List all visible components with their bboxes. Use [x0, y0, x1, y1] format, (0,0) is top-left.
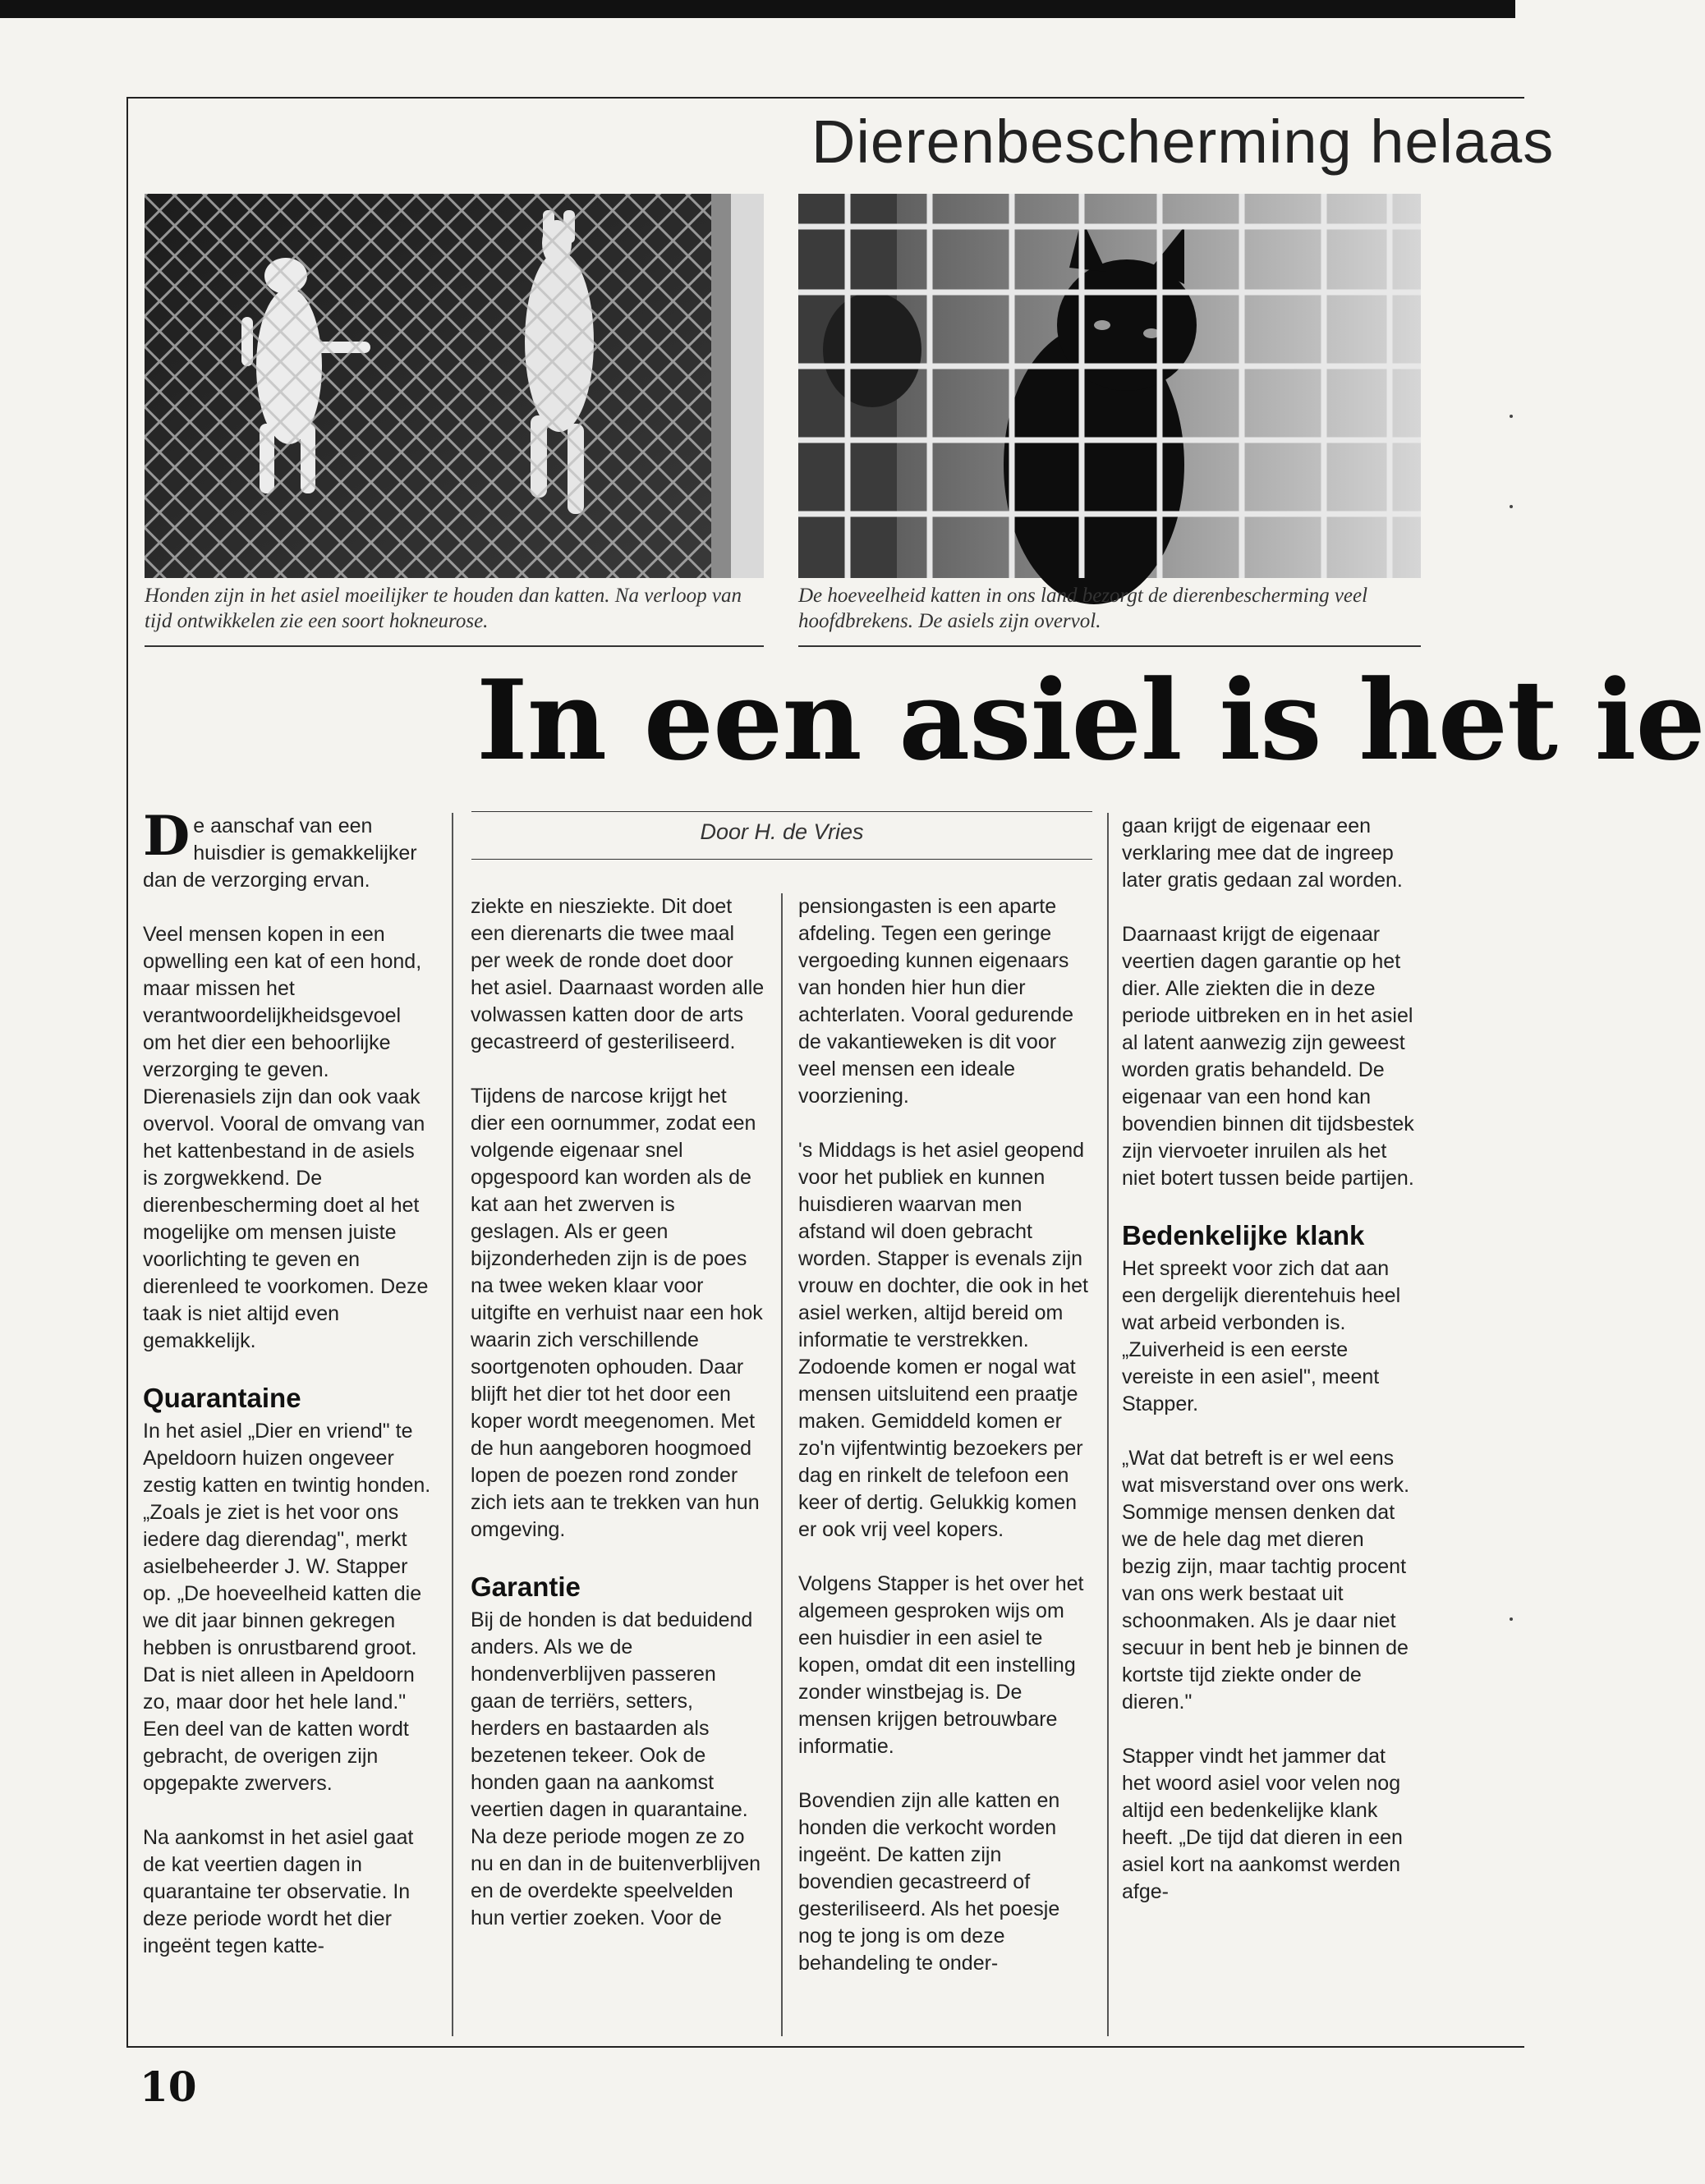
paragraph: In het asiel „Dier en vriend" te Apeldoorn huizen ongeveer zestig katten en twintig honden. „Zoals je ziet is het voor ons iedere dag dierendag", merkt asielbeheerder J. W. Stapper op. „De hoeveelheid katten die we dit jaar binnen gekregen hebben is onrustbarend groot. Dat is niet alleen in Apeldoorn zo, maar door het hele land." Een deel van de katten wordt gebracht, de overigen zijn opgepakte zwervers.: [143, 1420, 431, 1795]
page-top-bar: [0, 0, 1515, 18]
intro-paragraph: [143, 804, 434, 894]
subheading-bedenkelijke-klank: Bedenkelijke klank: [1122, 1220, 1365, 1250]
subheading-quarantaine: Quarantaine: [143, 1383, 301, 1413]
paragraph: Tijdens de narcose krijgt het dier een oornummer, zodat een volgende eigenaar snel opgespoord kan worden als de kat aan het zwerven is geslagen. Als er geen bijzonderheden zijn is de poes na twee weken klaar voor uitgifte en verhuist naar een hok waarin zich verschillende soortgenoten ophouden. Daar blijft het dier tot het door een koper wordt meegenomen. Met de hun aangeboren hoogmoed lopen de poezen rond zonder zich iets aan te trekken van hun omgeving.: [471, 1085, 763, 1541]
column-divider-2: [781, 893, 783, 2036]
caption-cat: De hoeveelheid katten in ons land bezorgt de dierenbescherming veel hoofdbrekens. De asiels zijn overvol.: [798, 585, 1368, 632]
byline: Door H. de Vries: [700, 819, 864, 844]
paragraph: Daarnaast krijgt de eigenaar veertien dagen garantie op het dier. Alle ziekten die in deze periode uitbreken en in het asiel al latent aanwezig zijn geweest worden gratis behandeld. De eigenaar van een hond kan bovendien binnen dit tijdsbestek zijn viervoeter inruilen als het niet botert tussen beide partijen.: [1122, 923, 1414, 1190]
paragraph: Stapper vindt het jammer dat het woord asiel voor velen nog altijd een bedenkelijke klank heeft. „De tijd dat dieren in een asiel kort na aankomst werden afge-: [1122, 1745, 1403, 1903]
photo-dogs-image: [145, 194, 764, 578]
paragraph: gaan krijgt de eigenaar een verklaring mee dat de ingreep later gratis gedaan zal worden.: [1122, 814, 1403, 892]
caption-dogs: Honden zijn in het asiel moeilijker te houden dan katten. Na verloop van tijd ontwikkelen zie een soort hokneurose.: [145, 585, 742, 632]
paragraph: „Wat dat betreft is er wel eens wat misverstand over ons werk. Sommige mensen denken dat we de hele dag met dieren bezig zijn, maar tachtig procent van ons werk bestaat uit schoonmaken. Als je daar niet secuur in bent heb je binnen de kortste tijd ziekte onder de dieren.": [1122, 1447, 1410, 1714]
paragraph: ziekte en niesziekte. Dit doet een dierenarts die twee maal per week de ronde doet door het asiel. Daarnaast worden alle volwassen katten door de arts gecastreerd of gesteriliseerd.: [471, 895, 765, 1053]
article-column-2: [471, 893, 765, 1932]
byline-rule-bottom: [471, 859, 1092, 860]
paragraph: Bovendien zijn alle katten en honden die verkocht worden ingeënt. De katten zijn bovendien gecastreerd of gesteriliseerd. Als het poesje nog te jong is om deze behandeling te onder-: [798, 1789, 1060, 1975]
paragraph: Bij de honden is dat beduidend anders. Als we de hondenverblijven passeren gaan de terriërs, setters, herders en bastaarden als bezetenen tekeer. Ook de honden gaan na aankomst veertien dagen in quarantaine. Na deze periode mogen ze zo nu en dan in de buitenverblijven en de overdekte speelvelden hun vertier zoeken. Voor de: [471, 1608, 761, 1929]
headline: In een asiel is het ie: [476, 655, 1705, 785]
photo-cat: [798, 194, 1421, 578]
paragraph: Het spreekt voor zich dat aan een dergelijk dierentehuis heel wat arbeid verbonden is. „Zuiverheid is een eerste vereiste in een asiel", meent Stapper.: [1122, 1257, 1401, 1415]
article-column-4: [1122, 813, 1418, 1906]
paragraph: Veel mensen kopen in een opwelling een kat of een hond, maar missen het verantwoordelijkheidsgevoel om het dier een behoorlijke verzorging te geven. Dierenasiels zijn dan ook vaak overvol. Vooral de omvang van het kattenbestand in de asiels is zorgwekkend. De dierenbescherming doet al het mogelijke om mensen juiste voorlichting te geven en dierenleed te voorkomen. Deze taak is niet altijd even gemakkelijk.: [143, 923, 429, 1352]
caption-rule-left: [145, 645, 764, 647]
paragraph: Na aankomst in het asiel gaat de kat veertien dagen in quarantaine ter observatie. In deze periode wordt het dier ingeënt tegen katte-: [143, 1826, 414, 1957]
caption-rule-right: [798, 645, 1421, 647]
paragraph: pensiongasten is een aparte afdeling. Tegen een geringe vergoeding kunnen eigenaars van honden hier hun dier achterlaten. Vooral gedurende de vakantieweken is dit voor veel mensen een ideale voorziening.: [798, 895, 1073, 1108]
column-divider-3: [1107, 813, 1109, 2036]
article-column-3: [798, 893, 1092, 1977]
subheading-garantie: Garantie: [471, 1571, 581, 1602]
photo-cat-image: [798, 194, 1421, 578]
column-divider-1: [452, 813, 453, 2036]
paragraph: Volgens Stapper is het over het algemeen gesproken wijs om een huisdier in een asiel te kopen, omdat dit een instelling zonder winstbejag is. De mensen krijgen betrouwbare informatie.: [798, 1572, 1084, 1758]
drop-cap: D: [143, 804, 191, 868]
series-title: Dierenbescherming helaas: [811, 108, 1555, 176]
photo-dogs: [145, 194, 764, 578]
intro-text: e aanschaf van een huisdier is gemakkelijker dan de verzorging ervan.: [143, 814, 417, 892]
byline-rule-top: [471, 811, 1092, 812]
edge-mark: [1510, 415, 1513, 418]
edge-mark: [1510, 505, 1513, 508]
page-number: 10: [140, 2062, 197, 2111]
paragraph: 's Middags is het asiel geopend voor het publiek en kunnen huisdieren waarvan men afstand wil doen gebracht worden. Stapper is evenals zijn vrouw en dochter, die ook in het asiel werken, altijd bereid om informatie te verstrekken. Zodoende komen er nogal wat mensen uitsluitend een praatje maken. Gemiddeld komen er zo'n vijfentwintig bezoekers per dag en rinkelt de telefoon een keer of dertig. Gelukkig komen er ook vrij veel kopers.: [798, 1139, 1089, 1541]
article-column-1: [143, 804, 434, 1960]
edge-mark: [1510, 1617, 1513, 1621]
